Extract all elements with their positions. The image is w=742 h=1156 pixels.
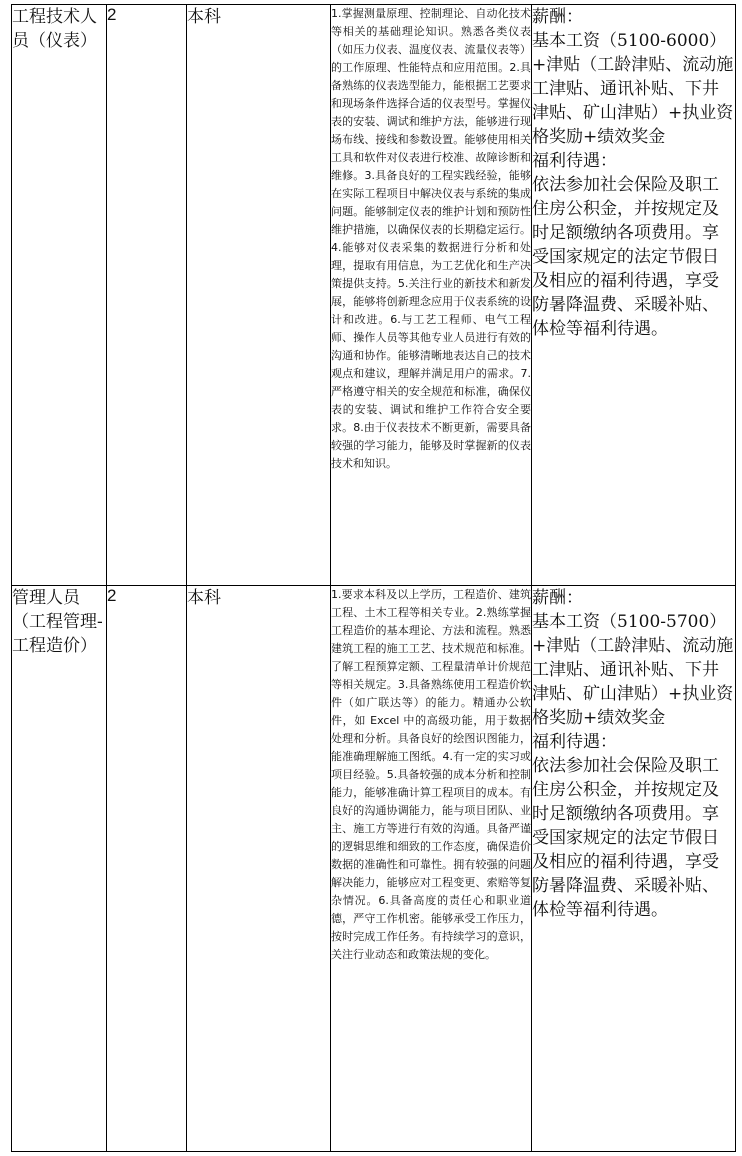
salary-title: 薪酬： bbox=[532, 7, 583, 27]
hiring-count: 2 bbox=[107, 586, 117, 605]
education-cell bbox=[187, 586, 331, 1152]
salary-text: 基本工资（5100-5700）+津贴（工龄津贴、流动施工津贴、通讯补贴、下井津贴、矿山津贴）+执业资格奖励+绩效奖金 bbox=[532, 612, 734, 728]
job-table bbox=[11, 4, 736, 1152]
welfare-text: 依法参加社会保险及职工住房公积金，并按规定及时足额缴纳各项费用。享受国家规定的法定节假日及相应的福利待遇，享受防暑降温费、采暖补贴、体检等福利待遇。 bbox=[532, 175, 719, 339]
requirements-text: 1.要求本科及以上学历，工程造价、建筑工程、土木工程等相关专业。2.熟练掌握工程造价的基本理论、方法和流程。熟悉建筑工程的施工工艺、技术规范和标准。了解工程预算定额、工程量清单计价规范等相关规定。3.具备熟练使用工程造价软件（如广联达等）的能力。精通办公软件，如 Excel 中的高级功能，用于数据处理和分析。具备良好的绘图识图能力，能准确理解施工图纸。4.有一定的实习或项目经验。5.具备较强的成本分析和控制能力，能够准确计算工程项目的成本。有良好的沟通协调能力，能与项目团队、业主、施工方等进行有效的沟通。具备严谨的逻辑思维和细致的工作态度，确保造价数据的准确性和可靠性。拥有较强的问题解决能力，能够应对工程变更、索赔等复杂情况。6.具备高度的责任心和职业道德，严守工作机密。能够承受工作压力，按时完成工作任务。有持续学习的意识，关注行业动态和政策法规的变化。 bbox=[331, 588, 531, 961]
hiring-count: 2 bbox=[107, 5, 117, 24]
count-cell bbox=[107, 586, 187, 1152]
education-cell bbox=[187, 5, 331, 586]
position-cell bbox=[12, 586, 107, 1152]
table-row bbox=[12, 586, 736, 1152]
position-name: 工程技术人员（仪表） bbox=[12, 7, 97, 51]
position-name: 管理人员（工程管理-工程造价） bbox=[12, 588, 103, 656]
education-level: 本科 bbox=[187, 588, 221, 608]
education-level: 本科 bbox=[187, 7, 221, 27]
table-row bbox=[12, 5, 736, 586]
requirements-cell bbox=[331, 586, 532, 1152]
welfare-title: 福利待遇： bbox=[532, 151, 617, 171]
position-cell bbox=[12, 5, 107, 586]
count-cell bbox=[107, 5, 187, 586]
requirements-cell bbox=[331, 5, 532, 586]
benefits-cell bbox=[532, 586, 736, 1152]
requirements-text: 1.掌握测量原理、控制理论、自动化技术等相关的基础理论知识。熟悉各类仪表（如压力仪表、温度仪表、流量仪表等）的工作原理、性能特点和应用范围。2.具备熟练的仪表选型能力，能根据工艺要求和现场条件选择合适的仪表型号。掌握仪表的安装、调试和维护方法，能够进行现场布线、接线和参数设置。能够使用相关工具和软件对仪表进行校准、故障诊断和维修。3.具备良好的工程实践经验，能够在实际工程项目中解决仪表与系统的集成问题。能够制定仪表的维护计划和预防性维护措施，以确保仪表的长期稳定运行。4.能够对仪表采集的数据进行分析和处理，提取有用信息，为工艺优化和生产决策提供支持。5.关注行业的新技术和新发展，能够将创新理念应用于仪表系统的设计和改进。6.与工艺工程师、电气工程师、操作人员等其他专业人员进行有效的沟通和协作。能够清晰地表达自己的技术观点和建议，理解并满足用户的需求。7.严格遵守相关的安全规范和标准，确保仪表的安装、调试和维护工作符合安全要求。8.由于仪表技术不断更新，需要具备较强的学习能力，能够及时掌握新的仪表技术和知识。 bbox=[331, 7, 531, 470]
welfare-text: 依法参加社会保险及职工住房公积金，并按规定及时足额缴纳各项费用。享受国家规定的法定节假日及相应的福利待遇，享受防暑降温费、采暖补贴、体检等福利待遇。 bbox=[532, 756, 719, 920]
welfare-title: 福利待遇： bbox=[532, 732, 617, 752]
salary-title: 薪酬： bbox=[532, 588, 583, 608]
salary-text: 基本工资（5100-6000）+津贴（工龄津贴、流动施工津贴、通讯补贴、下井津贴、矿山津贴）+执业资格奖励+绩效奖金 bbox=[532, 31, 734, 147]
benefits-cell bbox=[532, 5, 736, 586]
